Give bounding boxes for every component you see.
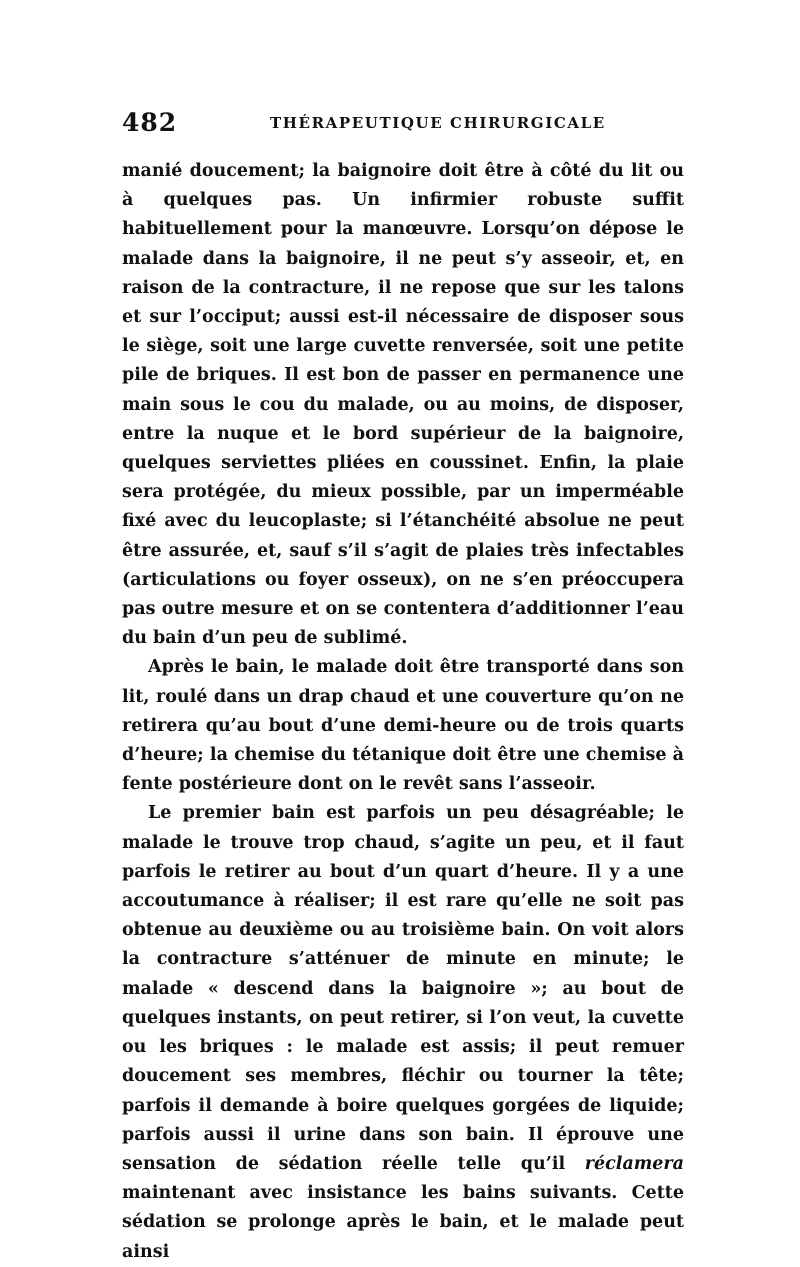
emphasized-word: réclamera (584, 1153, 684, 1174)
running-head (122, 108, 682, 148)
paragraph-1: manié doucement; la baignoire doit être à côté du lit ou à quelques pas. Un infirmier robuste suffit habituellement pour la manœuvre. Lorsqu’on dépose le malade dans la baignoire, il ne peut s’y asseoir, et, en raison de la contracture, il ne repose que sur les talons et sur l’occiput; aussi est-il nécessaire de disposer sous le siège, soit une large cuvette renversée, soit une petite pile de briques. Il est bon de passer en permanence une main sous le cou du malade, ou au moins, de disposer, entre la nuque et le bord supérieur de la baignoire, quelques serviettes pliées en coussinet. Enfin, la plaie sera protégée, du mieux possible, par un imperméable fixé avec du leucoplaste; si l’étanchéité absolue ne peut être assurée, et, sauf s’il s’agit de plaies très infectables (articulations ou foyer osseux), on ne s’en préoccupera pas outre mesure et on se contentera d’additionner l’eau du bain d’un peu de sublimé. (122, 161, 684, 649)
running-title: THÉRAPEUTIQUE CHIRURGICALE (270, 114, 606, 132)
body-text (122, 157, 684, 1267)
paragraph-3-text-end: maintenant avec insistance les bains suivants. Cette sédation se prolonge après le bain, et le malade peut ainsi (122, 1183, 684, 1262)
paragraph-3 (122, 799, 684, 1266)
paragraph-3-text-start: Le premier bain est parfois un peu désagréable; le malade le trouve trop chaud, s’agite un peu, et il faut parfois le retirer au bout d’un quart d’heure. Il y a une accoutumance à réaliser; il est rare qu’elle ne soit pas obtenue au deuxième ou au troisième bain. On voit alors la contracture s’atténuer de minute en minute; le malade « descend dans la baignoire »; au bout de quelques instants, on peut retirer, si l’on veut, la cuvette ou les briques : le malade est assis; il peut remuer doucement ses membres, fléchir ou tourner la tête; parfois il demande à boire quelques gorgées de liquide; parfois aussi il urine dans son bain. Il éprouve une sensation de sédation réelle telle qu’il (122, 803, 684, 1174)
page-number: 482 (122, 108, 178, 137)
paragraph-2: Après le bain, le malade doit être transporté dans son lit, roulé dans un drap chaud et une couverture qu’on ne retirera qu’au bout d’une demi-heure ou de trois quarts d’heure; la chemise du tétanique doit être une chemise à fente postérieure dont on le revêt sans l’asseoir. (122, 657, 684, 795)
